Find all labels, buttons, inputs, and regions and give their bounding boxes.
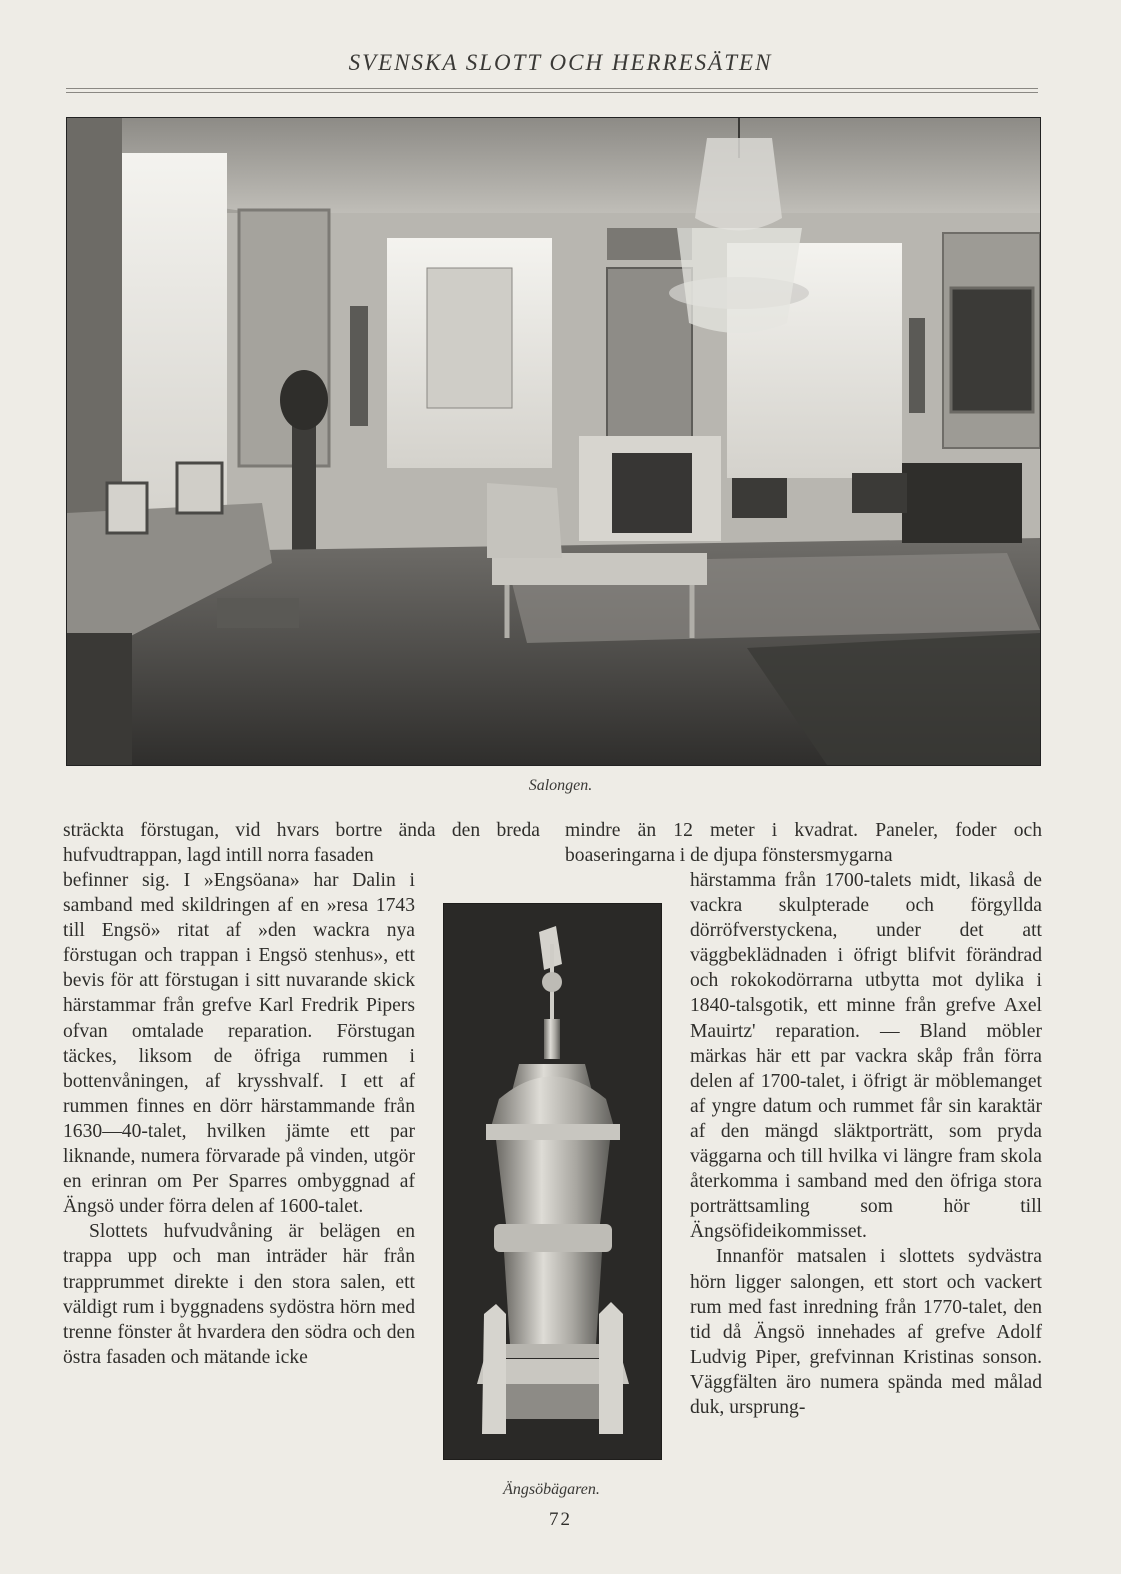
left-column-narrow xyxy=(63,868,415,1370)
cup-caption: Ängsöbägaren. xyxy=(503,1481,600,1498)
salon-photograph xyxy=(66,117,1041,766)
running-head: SVENSKA SLOTT OCH HERRESÄTEN xyxy=(348,50,773,75)
right-paragraph-1: härstamma från 1700-talets midt, likaså de vackra skulpterade och förgyllda dörröfverstyckena, under det att väggbeklädnaden i öfrigt blifvit förändrad och rokokodörrarna utbytta mot dylika i 1840-talsgotik, ett minne från grefve Axel Mauirtz' reparation. — Bland möbler märkas här ett par vackra skåp från förra delen af 1700-talet, i öfrigt är möblemanget af yngre datum och rummet får sin karaktär af den mängd släktporträtt, som pryda väggarna och till hvilka vi längre fram skola återkomma i samband med den öfriga stora porträttsamling som hör till Ängsöfideikommisset. xyxy=(690,870,1042,1243)
right-column-top xyxy=(565,818,1042,868)
left-column-top xyxy=(63,818,540,868)
left-paragraph-2: Slottets hufvudvåning är belägen en trappa upp och man inträder här från trapprummet direkte i den stora salen, ett väldigt rum i byggnadens sydöstra hörn med trenne fönster åt hvardera den södra och den östra fasaden och mätande icke xyxy=(63,1221,415,1368)
angso-cup-photograph xyxy=(443,903,662,1460)
page-number: 72 xyxy=(549,1509,572,1530)
left-top-text: sträckta förstugan, vid hvars bortre ända den breda hufvudtrappan, lagd intill norra fasaden xyxy=(63,820,540,867)
right-top-text: mindre än 12 meter i kvadrat. Paneler, foder och boaseringarna i de djupa fönstersmygarna xyxy=(565,820,1042,867)
salon-caption: Salongen. xyxy=(528,777,593,794)
header-rule-bottom xyxy=(66,92,1038,93)
right-paragraph-2: Innanför matsalen i slottets sydvästra hörn ligger salongen, ett stort och vackert rum med fast inredning från 1770-talet, den tid då Ängsö innehades af grefve Adolf Ludvig Piper, grefvinnan Kristinas sonson. Väggfälten äro numera spända med målad duk, ursprung- xyxy=(690,1246,1042,1418)
right-column-narrow xyxy=(690,868,1042,1420)
header-rule-top xyxy=(66,88,1038,89)
left-paragraph-1: befinner sig. I »Engsöana» har Dalin i samband med skildringen af en »resa 1743 till Engsö» ritat af »den wackra nya förstugan och trappan i Engsö stenhus», ett bevis för att förstugan i sitt nuvarande skick härstammar från grefve Karl Fredrik Pipers ofvan omtalade reparation. Förstugan täckes, liksom de öfriga rummen i bottenvåningen, af krysshvalf. I ett af rummen finnes en dörr härstammande från 1630—40-talet, hvilken jämte ett par liknande, numera förvarade på vinden, utgör en erinran om Per Sparres ombyggnad af Ängsö under förra delen af 1600-talet. xyxy=(63,870,415,1218)
